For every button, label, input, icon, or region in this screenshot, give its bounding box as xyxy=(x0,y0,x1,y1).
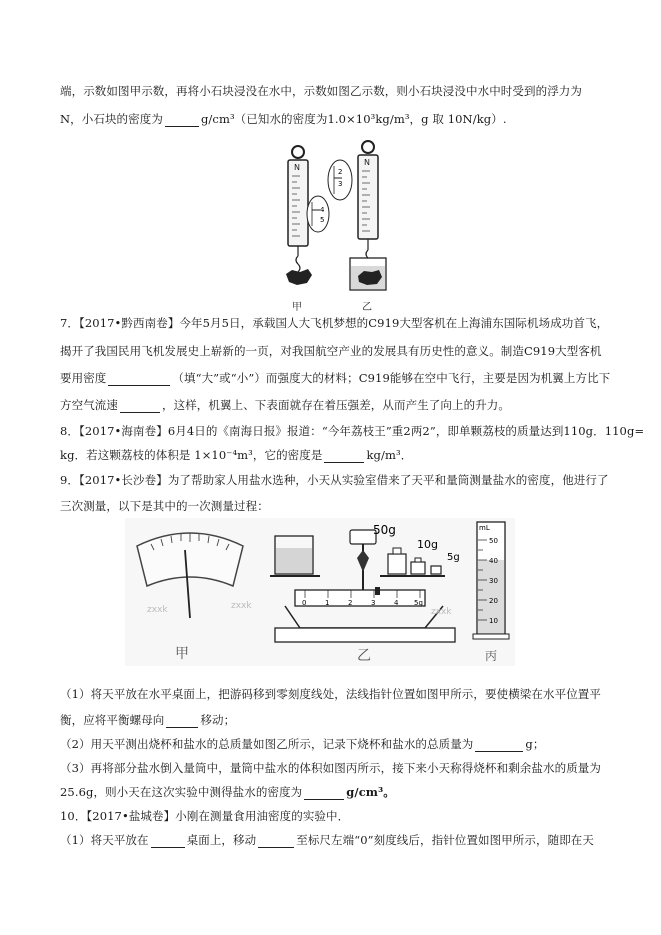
callout-yi-2: 2 xyxy=(338,168,343,176)
rider-scale xyxy=(295,590,425,606)
q9-part3-line-1: （3）再将部分盐水倒入量筒中，量筒中盐水的体积如图丙所示，接下来小天称得烧杯和剩余盐水的质量为 xyxy=(60,761,602,775)
rider-tick-1: 1 xyxy=(325,599,330,607)
callout-jia-5: 5 xyxy=(320,216,325,224)
spring-scale-figure xyxy=(270,140,410,310)
callout-yi-3: 3 xyxy=(338,180,343,188)
q7-line-4 xyxy=(60,397,510,413)
watermark-1: zxxk xyxy=(147,605,168,615)
q6-line2-prefix: N，小石块的密度为 xyxy=(60,112,163,126)
q6-text-line-2 xyxy=(60,111,507,127)
watermark-3: zxxk xyxy=(431,607,452,617)
weight-5g xyxy=(431,566,441,574)
cyl-tick-20: 20 xyxy=(489,597,498,605)
q9-part2-prefix: （2）用天平测出烧杯和盐水的总质量如图乙所示，记录下烧杯和盐水的总质量为 xyxy=(60,737,474,751)
cyl-tick-30: 30 xyxy=(489,577,498,585)
weight-label-50g: 50g xyxy=(373,523,396,537)
q9-part1-suffix: 移动； xyxy=(200,713,236,727)
weight-label-5g: 5g xyxy=(447,552,460,563)
fig2-label-jia: 甲 xyxy=(175,646,189,662)
rider-tick-3: 3 xyxy=(371,599,376,607)
balance-figure xyxy=(125,518,515,666)
q9-part1-prefix: 衡，应将平衡螺母向 xyxy=(60,713,165,727)
q10-line-1: 10．【2017•盐城卷】小刚在测量食用油密度的实验中． xyxy=(60,809,350,823)
q10-surface-blank[interactable] xyxy=(151,836,185,848)
fig1-label-jia: 甲 xyxy=(292,302,302,313)
q7-line3-prefix: 要用密度 xyxy=(60,371,107,385)
q8-line-2 xyxy=(60,447,412,463)
q10-line-2 xyxy=(60,832,594,848)
q9-part2-suffix: g； xyxy=(525,737,545,751)
q8-line2-prefix: kg．若这颗荔枝的体积是 1×10⁻⁴m³，它的密度是 xyxy=(60,448,323,462)
q9-mass-blank[interactable] xyxy=(475,740,523,752)
fig2-label-bing: 丙 xyxy=(485,649,498,663)
fig1-label-yi: 乙 xyxy=(362,302,372,313)
q6-text-line-1: 端，示数如图甲示数，再将小石块浸没在水中，示数如图乙示数，则小石块浸没中水中时受到的浮力为 xyxy=(60,84,582,98)
weight-label-10g: 10g xyxy=(417,538,438,551)
q9-part1-line-2 xyxy=(60,712,235,728)
q8-line-1: 8．【2017•海南卷】6月4日的《南海日报》报道：“今年荔枝王”重2两2”，即单颗荔枝的质量达到110g．110g= xyxy=(60,424,645,438)
q6-line2-suffix: g/cm³（已知水的密度为1.0×10³kg/m³，g 取 10N/kg）. xyxy=(200,112,507,126)
q7-line3-suffix: （填“大”或“小”）而强度大的材料；C919能够在空中飞行，主要是因为机翼上方比下 xyxy=(172,371,611,385)
q8-line2-suffix: kg/m³． xyxy=(366,448,413,462)
weight-10g xyxy=(411,562,425,574)
graduated-cylinder-bing xyxy=(473,522,509,639)
q9-direction-blank[interactable] xyxy=(166,716,198,728)
rider-tick-5g: 5g xyxy=(414,599,423,607)
q10-rider-blank[interactable] xyxy=(258,836,294,848)
rider-tick-2: 2 xyxy=(348,599,353,607)
q6-density-blank[interactable] xyxy=(165,115,199,127)
cyl-tick-10: 10 xyxy=(489,617,498,625)
q10-line2-part3: 至标尺左端“0”刻度线后，指针位置如图甲所示，随即在天 xyxy=(296,833,595,847)
q7-airspeed-blank[interactable] xyxy=(120,401,160,413)
q9-line-2: 三次测量，以下是其中的一次测量过程： xyxy=(60,499,269,513)
q10-line2-part2: 桌面上，移动 xyxy=(186,833,257,847)
cyl-tick-40: 40 xyxy=(489,557,498,565)
callout-jia xyxy=(307,196,329,232)
balance-base xyxy=(275,628,455,642)
q9-part1-line-1: （1）将天平放在水平桌面上，把游码移到零刻度线处，法线指针位置如图甲所示，要使横梁在水平位置平 xyxy=(60,687,602,701)
cylinder-unit: mL xyxy=(479,524,490,532)
cyl-tick-50: 50 xyxy=(489,537,498,545)
spring-scale-yi xyxy=(350,141,386,290)
q9-part3-prefix: 25.6g，则小天在这次实验中测得盐水的密度为 xyxy=(60,785,303,799)
rider xyxy=(375,587,380,595)
callout-jia-4: 4 xyxy=(320,206,325,214)
rider-tick-0: 0 xyxy=(302,599,307,607)
rider-tick-4: 4 xyxy=(394,599,399,607)
q7-density-blank[interactable] xyxy=(108,374,170,386)
scale-unit-yi: N xyxy=(364,158,370,167)
q7-line4-suffix: ，这样，机翼上、下表面就存在着压强差，从而产生了向上的升力。 xyxy=(162,398,510,412)
q7-line-1: 7．【2017•黔西南卷】今年5月5日，承载国人大飞机梦想的C919大型客机在上海浦东国际机场成功首飞， xyxy=(60,316,609,330)
q10-line2-part1: （1）将天平放在 xyxy=(60,833,149,847)
scale-unit-jia: N xyxy=(294,163,300,172)
q9-line-1: 9．【2017•长沙卷】为了帮助家人用盐水选种，小天从实验室借来了天平和量筒测量盐水的密度，他进行了 xyxy=(60,473,609,487)
q9-part3-suffix: g/cm³。 xyxy=(346,785,395,799)
q9-part2-line xyxy=(60,736,544,752)
fig2-label-yi: 乙 xyxy=(357,648,371,664)
q7-line4-prefix: 方空气流速 xyxy=(60,398,118,412)
q9-density-blank[interactable] xyxy=(304,788,344,800)
q9-part3-line-2 xyxy=(60,784,395,800)
q8-density-blank[interactable] xyxy=(324,451,364,463)
q7-line-3 xyxy=(60,370,610,386)
watermark-2: zxxk xyxy=(231,601,252,611)
q7-line-2: 揭开了我国民用飞机发展史上崭新的一页，对我国航空产业的发展具有历史性的意义。制造C919大型客机 xyxy=(60,344,602,358)
weight-50g xyxy=(388,554,406,574)
